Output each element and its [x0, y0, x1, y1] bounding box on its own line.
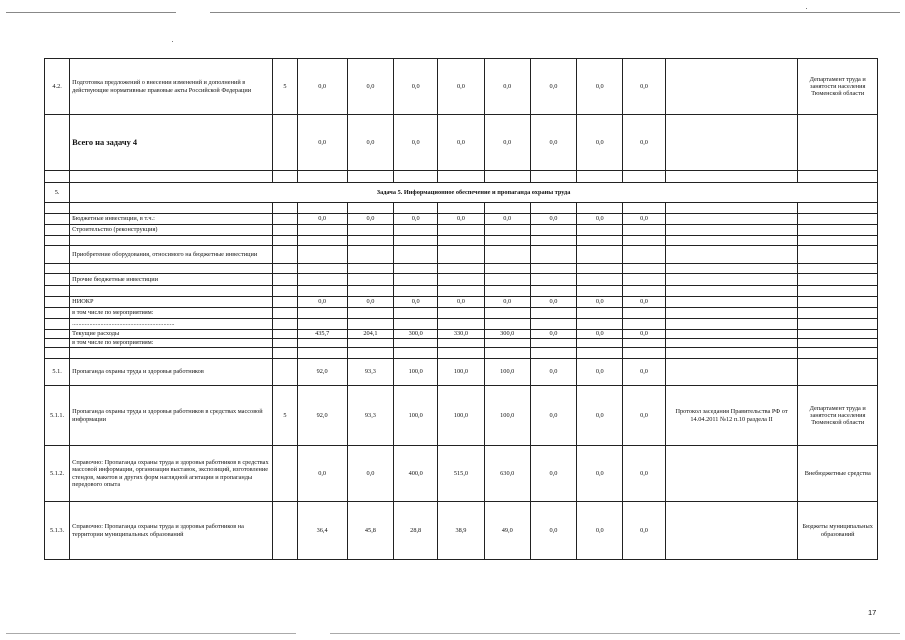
- value-cell: 93,3: [347, 359, 393, 386]
- value-cell: 100,0: [484, 359, 530, 386]
- row-name: Приобретение оборудования, относимого на бюджетные инвестиции: [70, 246, 273, 264]
- value-cell: 0,0: [297, 59, 347, 115]
- value-cell: 36,4: [297, 502, 347, 560]
- value-cell: 0,0: [530, 330, 576, 339]
- empty-row: [45, 348, 878, 359]
- row-name: Пропаганда охраны труда и здоровья работников: [70, 359, 273, 386]
- task-header-row: [45, 183, 878, 203]
- value-cell: 0,0: [623, 297, 665, 308]
- responsible-cell: Департамент труда и занятости населения Тюменской области: [798, 59, 878, 115]
- value-cell: 435,7: [297, 330, 347, 339]
- value-cell: 100,0: [484, 386, 530, 446]
- responsible-cell: Внебюджетные средства: [798, 446, 878, 502]
- value-cell: 0,0: [347, 446, 393, 502]
- value-cell: 92,0: [297, 359, 347, 386]
- value-cell: 38,9: [438, 502, 484, 560]
- table-row: [45, 214, 878, 225]
- row-number: 5.1.: [45, 359, 70, 386]
- bottom-rule-left: [6, 633, 296, 634]
- row-code: [273, 115, 297, 171]
- value-cell: 0,0: [623, 502, 665, 560]
- value-cell: 0,0: [577, 297, 623, 308]
- value-cell: 400,0: [394, 446, 438, 502]
- row-name: Бюджетные инвестиции, в т.ч.:: [70, 214, 273, 225]
- value-cell: 0,0: [530, 446, 576, 502]
- empty-row: [45, 171, 878, 183]
- empty-row: [45, 286, 878, 297]
- value-cell: 92,0: [297, 386, 347, 446]
- scan-speck-2: [806, 8, 807, 9]
- value-cell: 0,0: [347, 115, 393, 171]
- row-code: 5: [273, 386, 297, 446]
- value-cell: 300,0: [394, 330, 438, 339]
- value-cell: 0,0: [623, 330, 665, 339]
- value-cell: 0,0: [577, 59, 623, 115]
- top-rule-right: [210, 12, 900, 13]
- row-number: 5.1.3.: [45, 502, 70, 560]
- value-cell: 100,0: [438, 386, 484, 446]
- value-cell: 300,0: [484, 330, 530, 339]
- table-row: [45, 246, 878, 264]
- value-cell: 0,0: [347, 214, 393, 225]
- total-label: Всего на задачу 4: [72, 137, 138, 147]
- table-row: [45, 308, 878, 319]
- value-cell: 49,0: [484, 502, 530, 560]
- value-cell: 100,0: [394, 359, 438, 386]
- row-name: Справочно: Пропаганда охраны труда и здоровья работников на территории муниципальных образований: [70, 502, 273, 560]
- row-name: НИОКР: [70, 297, 273, 308]
- task-title: Задача 5. Информационное обеспечение и пропаганда охраны труда: [70, 183, 878, 203]
- value-cell: 0,0: [530, 297, 576, 308]
- value-cell: 0,0: [394, 297, 438, 308]
- value-cell: 45,8: [347, 502, 393, 560]
- row-name: Строительство (реконструкция): [70, 225, 273, 236]
- value-cell: 100,0: [394, 386, 438, 446]
- row-number: 5.1.2.: [45, 446, 70, 502]
- value-cell: 0,0: [394, 59, 438, 115]
- basis-cell: [665, 115, 798, 171]
- program-table: [44, 58, 878, 560]
- value-cell: 0,0: [347, 59, 393, 115]
- responsible-cell: Бюджеты муниципальных образований: [798, 502, 878, 560]
- table-row: [45, 359, 878, 386]
- row-number: 4.2.: [45, 59, 70, 115]
- value-cell: 515,0: [438, 446, 484, 502]
- value-cell: 0,0: [623, 59, 665, 115]
- value-cell: 0,0: [484, 115, 530, 171]
- table-row: [45, 274, 878, 286]
- value-cell: 330,0: [438, 330, 484, 339]
- value-cell: 0,0: [623, 359, 665, 386]
- value-cell: 0,0: [484, 214, 530, 225]
- table-row: [45, 446, 878, 502]
- responsible-cell: [798, 115, 878, 171]
- value-cell: 0,0: [623, 214, 665, 225]
- value-cell: 0,0: [297, 115, 347, 171]
- value-cell: 100,0: [438, 359, 484, 386]
- top-rule-left: [6, 12, 176, 13]
- row-name: Пропаганда охраны труда и здоровья работников в средствах массовой информации: [70, 386, 273, 446]
- table-row: [45, 297, 878, 308]
- table-row: [45, 59, 878, 115]
- value-cell: 0,0: [530, 214, 576, 225]
- value-cell: 204,1: [347, 330, 393, 339]
- row-number: 5.1.1.: [45, 386, 70, 446]
- value-cell: 0,0: [623, 386, 665, 446]
- value-cell: 0,0: [623, 446, 665, 502]
- value-cell: 0,0: [297, 446, 347, 502]
- value-cell: 0,0: [484, 59, 530, 115]
- value-cell: 0,0: [347, 297, 393, 308]
- value-cell: 0,0: [297, 297, 347, 308]
- page-number: 17: [868, 608, 877, 617]
- scan-speck: [172, 41, 173, 42]
- value-cell: 0,0: [438, 115, 484, 171]
- value-cell: 0,0: [530, 59, 576, 115]
- value-cell: 630,0: [484, 446, 530, 502]
- value-cell: 0,0: [438, 214, 484, 225]
- value-cell: 0,0: [530, 502, 576, 560]
- value-cell: 0,0: [394, 214, 438, 225]
- row-name: Прочие бюджетные инвестиции: [70, 274, 273, 286]
- value-cell: 0,0: [623, 115, 665, 171]
- empty-row: [45, 264, 878, 274]
- bottom-rule-right: [330, 633, 900, 634]
- value-cell: 0,0: [530, 359, 576, 386]
- row-number: [45, 115, 70, 171]
- value-cell: 0,0: [394, 115, 438, 171]
- value-cell: 0,0: [577, 330, 623, 339]
- value-cell: 0,0: [530, 386, 576, 446]
- row-name: в том числе по мероприятиям:: [70, 308, 273, 319]
- value-cell: 0,0: [484, 297, 530, 308]
- row-name: в том числе по мероприятиям:: [70, 339, 273, 348]
- table-row: [45, 502, 878, 560]
- row-name: Справочно: Пропаганда охраны труда и здоровья работников в средствах массовой информации, организация выставок, экспозиций, изготовление стендов, макетов и других форм наглядной агитации и пропаганды передового опыта: [70, 446, 273, 502]
- row-code: 5: [273, 59, 297, 115]
- value-cell: 93,3: [347, 386, 393, 446]
- table-row: [45, 330, 878, 339]
- value-cell: 0,0: [297, 214, 347, 225]
- empty-row: [45, 236, 878, 246]
- basis-cell: Протокол заседания Правительства РФ от 14.04.2011 №12 п.10 раздела II: [665, 386, 798, 446]
- responsible-cell: Департамент труда и занятости населения Тюменской области: [798, 386, 878, 446]
- basis-cell: [665, 59, 798, 115]
- value-cell: 0,0: [577, 214, 623, 225]
- row-name: Подготовка предложений о внесении изменений и дополнений в действующие нормативные правовые акты Российской Федерации: [70, 59, 273, 115]
- row-name: Текущие расходы: [70, 330, 273, 339]
- table-row: [45, 319, 878, 330]
- value-cell: 0,0: [530, 115, 576, 171]
- value-cell: 28,8: [394, 502, 438, 560]
- value-cell: 0,0: [438, 297, 484, 308]
- value-cell: 0,0: [577, 386, 623, 446]
- value-cell: 0,0: [577, 502, 623, 560]
- table-row: [45, 225, 878, 236]
- task-number: 5.: [45, 183, 70, 203]
- table-row-total: [45, 115, 878, 171]
- value-cell: 0,0: [438, 59, 484, 115]
- table-row: [45, 386, 878, 446]
- value-cell: 0,0: [577, 446, 623, 502]
- value-cell: 0,0: [577, 359, 623, 386]
- table-row: [45, 339, 878, 348]
- empty-row: [45, 203, 878, 214]
- row-name: .................................................................: [70, 319, 273, 330]
- value-cell: 0,0: [577, 115, 623, 171]
